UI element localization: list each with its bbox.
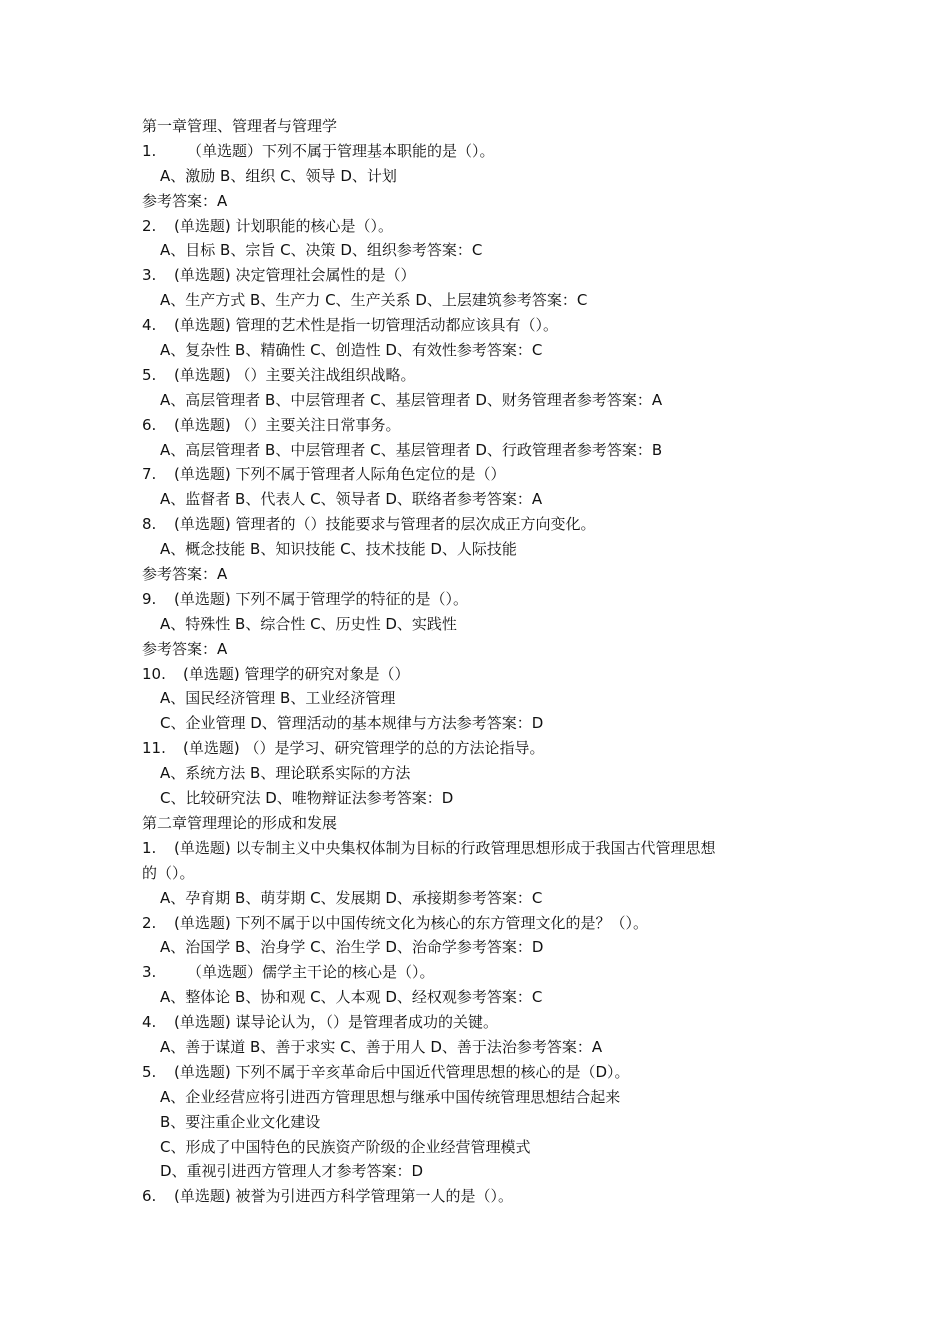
question-number: 5. bbox=[142, 1062, 157, 1081]
question-number: 3. bbox=[142, 963, 157, 982]
question-text: (单选题) （）主要关注战组织战略。 bbox=[174, 365, 416, 384]
answer-line: 参考答案：A bbox=[142, 191, 228, 210]
options-line: A、概念技能 B、知识技能 C、技术技能 D、人际技能 bbox=[160, 540, 517, 559]
chapter-heading: 第一章管理、管理者与管理学 bbox=[142, 117, 338, 135]
question-number: 9. bbox=[142, 589, 157, 608]
question-number: 1. bbox=[142, 141, 157, 160]
question-line bbox=[142, 911, 822, 936]
question-text: (单选题) 下列不属于以中国传统文化为核心的东方管理文化的是？（）。 bbox=[174, 913, 648, 932]
options-line: A、系统方法 B、理论联系实际的方法 bbox=[160, 764, 411, 783]
question-number: 6. bbox=[142, 415, 157, 434]
options-line: B、要注重企业文化建设 bbox=[160, 1112, 321, 1131]
question-line bbox=[142, 662, 822, 687]
options-line: A、国民经济管理 B、工业经济管理 bbox=[160, 689, 396, 708]
question-number: 8. bbox=[142, 515, 157, 534]
options-line: A、激励 B、组织 C、领导 D、计划 bbox=[160, 166, 397, 185]
question-number: 7. bbox=[142, 465, 157, 484]
options-line: A、监督者 B、代表人 C、领导者 D、联络者参考答案：A bbox=[160, 490, 543, 509]
question-number: 4. bbox=[142, 1013, 157, 1032]
question-text: (单选题) 管理学的研究对象是（） bbox=[183, 664, 410, 683]
question-text: (单选题) 计划职能的核心是（）。 bbox=[174, 216, 393, 235]
options-line: A、高层管理者 B、中层管理者 C、基层管理者 D、财务管理者参考答案：A bbox=[160, 390, 663, 409]
options-line: A、整体论 B、协和观 C、人本观 D、经权观参考答案：C bbox=[160, 988, 543, 1007]
question-number: 6. bbox=[142, 1187, 157, 1206]
question-line bbox=[142, 587, 822, 612]
question-line bbox=[142, 263, 822, 288]
question-text: (单选题) 管理的艺术性是指一切管理活动都应该具有（）。 bbox=[174, 316, 558, 335]
options-line: A、治国学 B、治身学 C、治生学 D、治命学参考答案：D bbox=[160, 938, 544, 957]
options-line: A、生产方式 B、生产力 C、生产关系 D、上层建筑参考答案：C bbox=[160, 291, 588, 310]
question-text: (单选题) 下列不属于管理者人际角色定位的是（） bbox=[174, 465, 506, 484]
question-number: 2. bbox=[142, 216, 157, 235]
question-text: (单选题) 管理者的（）技能要求与管理者的层次成正方向变化。 bbox=[174, 515, 596, 534]
answer-line: 参考答案：A bbox=[142, 639, 228, 658]
options-line: A、目标 B、宗旨 C、决策 D、组织参考答案：C bbox=[160, 241, 483, 260]
options-line: C、比较研究法 D、唯物辩证法参考答案：D bbox=[160, 789, 454, 808]
question-text: (单选题) 决定管理社会属性的是（） bbox=[174, 266, 416, 285]
question-line bbox=[142, 413, 822, 438]
question-text: (单选题) （）主要关注日常事务。 bbox=[174, 415, 401, 434]
question-line bbox=[142, 512, 822, 537]
options-line: C、形成了中国特色的民族资产阶级的企业经营管理模式 bbox=[160, 1137, 531, 1156]
options-line: A、高层管理者 B、中层管理者 C、基层管理者 D、行政管理者参考答案：B bbox=[160, 440, 663, 459]
question-text: (单选题) （）是学习、研究管理学的总的方法论指导。 bbox=[183, 739, 545, 758]
options-line: D、重视引进西方管理人才参考答案：D bbox=[160, 1162, 424, 1181]
answer-line: 的（）。 bbox=[142, 863, 195, 882]
question-text: (单选题) 以专制主义中央集权体制为目标的行政管理思想形成于我国古代管理思想 bbox=[174, 838, 716, 857]
question-number: 2. bbox=[142, 913, 157, 932]
question-line bbox=[142, 214, 822, 239]
question-line bbox=[142, 836, 822, 861]
options-line: A、复杂性 B、精确性 C、创造性 D、有效性参考答案：C bbox=[160, 341, 543, 360]
question-line bbox=[142, 1010, 822, 1035]
question-line bbox=[142, 139, 822, 164]
question-number: 5. bbox=[142, 365, 157, 384]
question-number: 10. bbox=[142, 664, 166, 683]
document-body bbox=[142, 114, 822, 1209]
options-line: A、企业经营应将引进西方管理思想与继承中国传统管理思想结合起来 bbox=[160, 1087, 621, 1106]
question-text: (单选题) 谋导论认为，（）是管理者成功的关键。 bbox=[174, 1013, 498, 1032]
question-text: （单选题）儒学主干论的核心是（）。 bbox=[187, 963, 435, 982]
question-line bbox=[142, 736, 822, 761]
question-line bbox=[142, 363, 822, 388]
chapter-heading: 第二章管理理论的形成和发展 bbox=[142, 813, 338, 832]
question-number: 1. bbox=[142, 838, 157, 857]
question-line bbox=[142, 960, 822, 985]
question-text: (单选题) 下列不属于管理学的特征的是（）。 bbox=[174, 589, 468, 608]
question-number: 11. bbox=[142, 739, 166, 758]
question-text: (单选题) 被誉为引进西方科学管理第一人的是（）。 bbox=[174, 1187, 513, 1206]
options-line: A、孕育期 B、萌芽期 C、发展期 D、承接期参考答案：C bbox=[160, 888, 543, 907]
question-line bbox=[142, 462, 822, 487]
question-number: 3. bbox=[142, 266, 157, 285]
options-line: A、特殊性 B、综合性 C、历史性 D、实践性 bbox=[160, 614, 457, 633]
question-text: （单选题）下列不属于管理基本职能的是（）。 bbox=[187, 141, 495, 160]
question-text: (单选题) 下列不属于辛亥革命后中国近代管理思想的核心的是（D）。 bbox=[174, 1062, 630, 1081]
options-line: C、企业管理 D、管理活动的基本规律与方法参考答案：D bbox=[160, 714, 544, 733]
question-line bbox=[142, 1184, 822, 1209]
question-line bbox=[142, 313, 822, 338]
answer-line: 参考答案：A bbox=[142, 565, 228, 584]
question-line bbox=[142, 1060, 822, 1085]
options-line: A、善于谋道 B、善于求实 C、善于用人 D、善于法治参考答案：A bbox=[160, 1037, 603, 1056]
question-number: 4. bbox=[142, 316, 157, 335]
